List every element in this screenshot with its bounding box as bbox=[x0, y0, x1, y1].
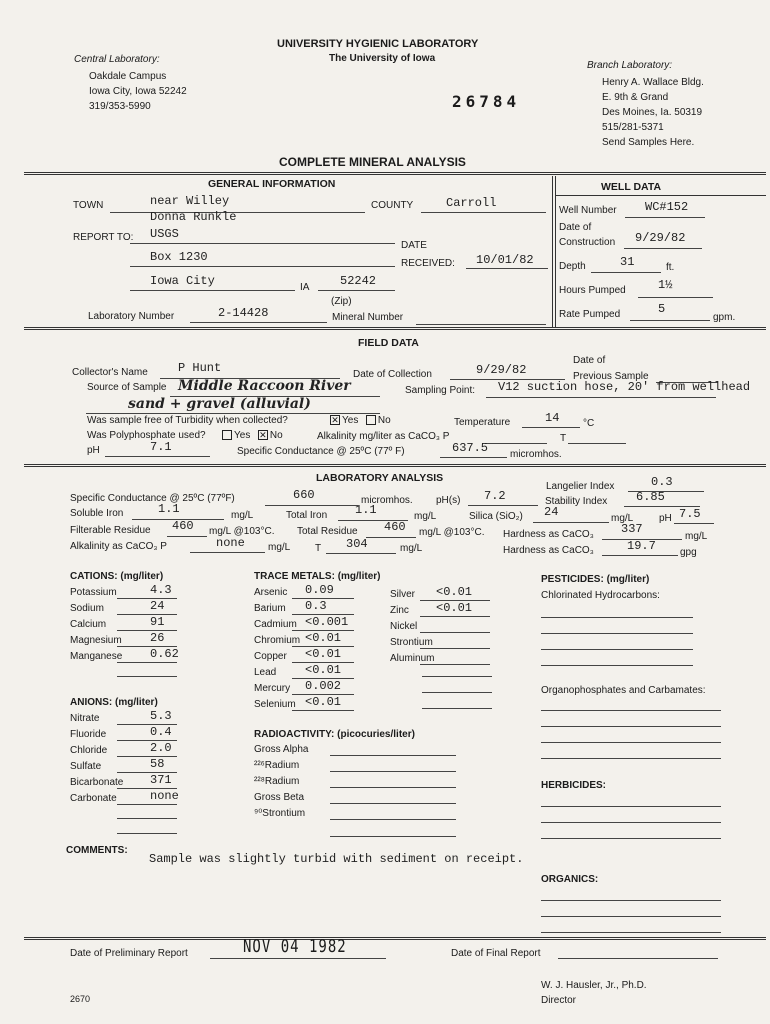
underline bbox=[330, 755, 456, 756]
underline bbox=[130, 266, 395, 267]
anion-4-label: Bicarbonate bbox=[70, 777, 124, 788]
anions-title: ANIONS: (mg/liter) bbox=[70, 697, 158, 708]
trace-right-1-label: Zinc bbox=[390, 605, 409, 616]
underline bbox=[486, 397, 716, 398]
underline bbox=[190, 552, 265, 553]
underline bbox=[420, 664, 490, 665]
total-iron-value: 1.1 bbox=[355, 503, 377, 517]
form-number: 2670 bbox=[70, 994, 91, 1004]
collector-label: Collector's Name bbox=[72, 367, 148, 378]
total-iron-label: Total Iron bbox=[286, 510, 328, 521]
report-to-name: Donna Runkle bbox=[150, 210, 237, 224]
depth-value: 31 bbox=[620, 255, 635, 269]
general-info-title: GENERAL INFORMATION bbox=[208, 178, 336, 190]
lab-analysis-title: LABORATORY ANALYSIS bbox=[316, 472, 444, 484]
temperature-unit: °C bbox=[583, 418, 595, 429]
serial-number: 26784 bbox=[452, 92, 521, 111]
underline bbox=[541, 665, 693, 666]
rate-pumped-label: Rate Pumped bbox=[559, 309, 621, 320]
trace-left-6-value: 0.002 bbox=[305, 679, 342, 693]
underline bbox=[541, 742, 721, 743]
trace-left-5-value: <0.01 bbox=[305, 663, 342, 677]
underline bbox=[602, 555, 678, 556]
depth-label: Depth bbox=[559, 261, 586, 272]
underline bbox=[674, 523, 714, 524]
trace-right-3-label: Strontium bbox=[390, 637, 433, 648]
state-label: IA bbox=[300, 282, 310, 293]
silica-unit: mg/L bbox=[611, 513, 634, 524]
collector-value: P Hunt bbox=[178, 361, 222, 375]
underline bbox=[366, 537, 416, 538]
underline bbox=[485, 443, 547, 444]
underline bbox=[117, 756, 177, 757]
lab-sc-value: 660 bbox=[293, 488, 315, 502]
hours-pumped-value: 1½ bbox=[658, 278, 673, 292]
trace-right-1-value: <0.01 bbox=[436, 601, 473, 615]
phs-label: pH(s) bbox=[436, 495, 461, 506]
underline bbox=[440, 457, 507, 458]
form-title: COMPLETE MINERAL ANALYSIS bbox=[279, 155, 466, 169]
trace-left-1-label: Barium bbox=[254, 603, 286, 614]
anion-3-value: 58 bbox=[150, 757, 165, 771]
underline bbox=[117, 833, 177, 834]
underline bbox=[568, 443, 626, 444]
underline bbox=[558, 958, 718, 959]
report-to-label: REPORT TO: bbox=[73, 232, 134, 243]
underline bbox=[117, 662, 177, 663]
underline bbox=[190, 322, 327, 323]
trace-left-7-label: Selenium bbox=[254, 699, 296, 710]
rate-unit: gpm. bbox=[713, 312, 736, 323]
underline bbox=[591, 272, 661, 273]
rate-pumped-value: 5 bbox=[658, 302, 666, 316]
chlorinated-label: Chlorinated Hydrocarbons: bbox=[541, 590, 660, 601]
received-label: RECEIVED: bbox=[401, 258, 455, 269]
underline bbox=[117, 676, 177, 677]
well-number-label: Well Number bbox=[559, 205, 617, 216]
temperature-label: Temperature bbox=[454, 417, 511, 428]
received-value: 10/01/82 bbox=[476, 253, 534, 267]
anion-3-label: Sulfate bbox=[70, 761, 102, 772]
underline bbox=[541, 617, 693, 618]
silica-value: 24 bbox=[544, 505, 559, 519]
underline bbox=[533, 522, 609, 523]
lab-ph-value: 7.5 bbox=[679, 507, 701, 521]
prev-sample-label-2: Previous Sample bbox=[573, 371, 649, 382]
phs-value: 7.2 bbox=[484, 489, 506, 503]
underline bbox=[167, 536, 207, 537]
well-data-title: WELL DATA bbox=[601, 181, 662, 193]
trace-right-4-label: Aluminum bbox=[390, 653, 435, 664]
zip-value: 52242 bbox=[340, 274, 377, 288]
underline bbox=[522, 427, 580, 428]
field-ph-value: 7.1 bbox=[150, 440, 172, 454]
underline bbox=[630, 320, 710, 321]
radioactivity-item-3: Gross Beta bbox=[254, 792, 305, 803]
divider bbox=[24, 464, 766, 467]
soluble-iron-value: 1.1 bbox=[158, 502, 180, 516]
underline bbox=[541, 900, 721, 901]
underline bbox=[624, 248, 702, 249]
stability-label: Stability Index bbox=[545, 496, 608, 507]
trace-left-5-label: Lead bbox=[254, 667, 277, 678]
trace-left-2-label: Cadmium bbox=[254, 619, 297, 630]
lab-alkalinity-label: Alkalinity as CaCO₃ P bbox=[70, 541, 167, 552]
underline bbox=[330, 787, 456, 788]
hours-pumped-label: Hours Pumped bbox=[559, 285, 626, 296]
anion-0-value: 5.3 bbox=[150, 709, 172, 723]
underline bbox=[117, 804, 177, 805]
hardness-mgl-label: Hardness as CaCO₃ bbox=[503, 529, 594, 540]
lab-ph-label: pH bbox=[659, 513, 672, 524]
anion-4-value: 371 bbox=[150, 773, 172, 787]
underline bbox=[420, 616, 490, 617]
hardness-gpg-label: Hardness as CaCO₃ bbox=[503, 545, 594, 556]
prelim-report-label: Date of Preliminary Report bbox=[70, 948, 188, 959]
trace-left-4-value: <0.01 bbox=[305, 647, 342, 661]
underline bbox=[541, 838, 721, 839]
field-data-title: FIELD DATA bbox=[358, 337, 419, 349]
underline bbox=[421, 212, 546, 213]
trace-left-2-value: <0.001 bbox=[305, 615, 349, 629]
anion-1-label: Fluoride bbox=[70, 729, 107, 740]
underline bbox=[86, 413, 380, 414]
underline bbox=[326, 553, 396, 554]
radioactivity-title: RADIOACTIVITY: (picocuries/liter) bbox=[254, 729, 415, 740]
underline bbox=[318, 290, 395, 291]
prev-sample-label-1: Date of bbox=[573, 355, 606, 366]
county-label: COUNTY bbox=[371, 200, 414, 211]
underline bbox=[117, 598, 177, 599]
underline bbox=[130, 290, 295, 291]
turbidity-question: Was sample free of Turbidity when collected? bbox=[87, 415, 288, 426]
polyphosphate-yes-checkbox[interactable] bbox=[222, 430, 232, 440]
comments-text: Sample was slightly turbid with sediment on receipt. bbox=[149, 852, 524, 866]
divider bbox=[555, 195, 766, 196]
date-collection-label: Date of Collection bbox=[353, 369, 432, 380]
langelier-value: 0.3 bbox=[651, 475, 673, 489]
organophosphates-label: Organophosphates and Carbamates: bbox=[541, 685, 706, 696]
underline bbox=[638, 297, 713, 298]
prelim-report-date: NOV 04 1982 bbox=[243, 937, 347, 957]
lab-number-value: 2-14428 bbox=[218, 306, 269, 320]
source-label: Source of Sample bbox=[87, 382, 167, 393]
depth-unit: ft. bbox=[666, 262, 675, 273]
filterable-residue-label: Filterable Residue bbox=[70, 525, 151, 536]
underline bbox=[330, 803, 456, 804]
cation-2-label: Calcium bbox=[70, 619, 107, 630]
filterable-residue-unit: mg/L @103°C. bbox=[209, 526, 275, 537]
well-box-border bbox=[555, 176, 556, 328]
underline bbox=[541, 649, 693, 650]
stability-value: 6.85 bbox=[636, 490, 665, 504]
anion-2-value: 2.0 bbox=[150, 741, 172, 755]
underline bbox=[422, 692, 492, 693]
underline bbox=[330, 819, 456, 820]
underline bbox=[541, 806, 721, 807]
cation-3-value: 26 bbox=[150, 631, 165, 645]
lab-alkalinity-t-unit: mg/L bbox=[400, 543, 423, 554]
construction-label-1: Date of bbox=[559, 222, 592, 233]
cation-4-value: 0.62 bbox=[150, 647, 179, 661]
underline bbox=[105, 456, 210, 457]
total-iron-unit: mg/L bbox=[414, 511, 437, 522]
underline bbox=[541, 710, 721, 711]
town-value: near Willey bbox=[150, 194, 230, 208]
lab-number-label: Laboratory Number bbox=[88, 311, 175, 322]
underline bbox=[117, 614, 177, 615]
signer-title: Director bbox=[541, 995, 577, 1006]
temperature-value: 14 bbox=[545, 411, 560, 425]
org-name: UNIVERSITY HYGIENIC LABORATORY bbox=[277, 38, 479, 50]
cation-0-label: Potassium bbox=[70, 587, 117, 598]
construction-value: 9/29/82 bbox=[635, 231, 686, 245]
underline bbox=[292, 710, 354, 711]
hardness-gpg-unit: gpg bbox=[680, 547, 697, 558]
total-residue-value: 460 bbox=[384, 520, 406, 534]
underline bbox=[117, 630, 177, 631]
branch-lab-address: Henry A. Wallace Bldg. E. 9th & Grand Des Moines, Ia. 50319 515/281-5371 Send Samples Here. bbox=[602, 77, 704, 148]
langelier-label: Langelier Index bbox=[546, 481, 615, 492]
turbidity-no-checkbox[interactable] bbox=[366, 415, 376, 425]
source-value-2: sand + gravel (alluvial) bbox=[128, 396, 311, 412]
radioactivity-item-2: ²²⁸Radium bbox=[254, 776, 300, 787]
well-number-value: WC#152 bbox=[645, 200, 689, 214]
underline bbox=[110, 212, 365, 213]
signer-name: W. J. Hausler, Jr., Ph.D. bbox=[541, 980, 647, 991]
underline bbox=[117, 818, 177, 819]
sampling-point-value: V12 suction hose, 20' from wellhead bbox=[498, 380, 751, 394]
final-report-label: Date of Final Report bbox=[451, 948, 541, 959]
soluble-iron-label: Soluble Iron bbox=[70, 508, 124, 519]
field-spec-cond-value: 637.5 bbox=[452, 441, 489, 455]
underline bbox=[541, 932, 721, 933]
lab-alkalinity-t-value: 304 bbox=[346, 537, 368, 551]
trace-right-0-value: <0.01 bbox=[436, 585, 473, 599]
trace-left-3-label: Chromium bbox=[254, 635, 301, 646]
underline bbox=[541, 726, 721, 727]
trace-left-0-value: 0.09 bbox=[305, 583, 334, 597]
turbidity-options: ✕ Yes No bbox=[331, 415, 391, 426]
trace-left-7-value: <0.01 bbox=[305, 695, 342, 709]
underline bbox=[625, 217, 705, 218]
central-lab-address: Oakdale Campus Iowa City, Iowa 52242 319/353-5990 bbox=[89, 71, 187, 112]
lab-alkalinity-t-label: T bbox=[315, 543, 322, 554]
underline bbox=[330, 771, 456, 772]
cation-0-value: 4.3 bbox=[150, 583, 172, 597]
report-to-org: USGS bbox=[150, 227, 179, 241]
radioactivity-item-4: ⁹⁰Strontium bbox=[254, 808, 306, 819]
trace-left-3-value: <0.01 bbox=[305, 631, 342, 645]
silica-label: Silica (SiO₂) bbox=[469, 511, 523, 522]
filterable-residue-value: 460 bbox=[172, 519, 194, 533]
zip-label: (Zip) bbox=[331, 296, 352, 307]
lab-sc-label: Specific Conductance @ 25ºC (77ºF) bbox=[70, 493, 235, 504]
branch-lab-title: Branch Laboratory: bbox=[587, 60, 673, 71]
field-spec-cond-unit: micromhos. bbox=[510, 449, 562, 460]
underline bbox=[420, 648, 490, 649]
underline bbox=[541, 758, 721, 759]
total-residue-label: Total Residue bbox=[297, 526, 358, 537]
field-alkalinity-label: Alkalinity mg/liter as CaCO₃ P bbox=[317, 431, 450, 442]
organics-title: ORGANICS: bbox=[541, 874, 599, 885]
underline bbox=[468, 505, 538, 506]
radioactivity-item-1: ²²⁶Radium bbox=[254, 760, 300, 771]
lab-sc-unit: micromhos. bbox=[361, 495, 413, 506]
underline bbox=[541, 633, 693, 634]
anion-0-label: Nitrate bbox=[70, 713, 100, 724]
trace-right-0-label: Silver bbox=[390, 589, 416, 600]
hardness-gpg-value: 19.7 bbox=[627, 539, 656, 553]
report-to-city: Iowa City bbox=[150, 274, 215, 288]
hardness-mgl-value: 337 bbox=[621, 522, 643, 536]
anion-2-label: Chloride bbox=[70, 745, 108, 756]
soluble-iron-unit: mg/L bbox=[231, 510, 254, 521]
date-collection-value: 9/29/82 bbox=[476, 363, 527, 377]
field-ph-label: pH bbox=[87, 445, 100, 456]
trace-left-4-label: Copper bbox=[254, 651, 287, 662]
cations-title: CATIONS: (mg/liter) bbox=[70, 571, 164, 582]
trace-left-1-value: 0.3 bbox=[305, 599, 327, 613]
report-to-box: Box 1230 bbox=[150, 250, 208, 264]
underline bbox=[416, 324, 546, 325]
divider bbox=[24, 327, 766, 330]
radioactivity-item-0: Gross Alpha bbox=[254, 744, 309, 755]
source-value-1: Middle Raccoon River bbox=[178, 378, 351, 394]
herbicides-title: HERBICIDES: bbox=[541, 780, 607, 791]
field-alkalinity-t-label: T bbox=[560, 433, 567, 444]
date-label: DATE bbox=[401, 240, 427, 251]
underline bbox=[422, 676, 492, 677]
underline bbox=[466, 268, 548, 269]
divider bbox=[24, 937, 766, 940]
pesticides-title: PESTICIDES: (mg/liter) bbox=[541, 574, 650, 585]
trace-metals-title: TRACE METALS: (mg/liter) bbox=[254, 571, 381, 582]
polyphosphate-question: Was Polyphosphate used? bbox=[87, 430, 206, 441]
trace-right-2-label: Nickel bbox=[390, 621, 418, 632]
underline bbox=[130, 243, 395, 244]
polyphosphate-options: Yes ✕ No bbox=[220, 430, 283, 441]
town-label: TOWN bbox=[73, 200, 104, 211]
underline bbox=[541, 916, 721, 917]
cation-1-label: Sodium bbox=[70, 603, 104, 614]
divider bbox=[24, 172, 766, 175]
underline bbox=[422, 708, 492, 709]
org-subname: The University of Iowa bbox=[329, 53, 436, 64]
cation-1-value: 24 bbox=[150, 599, 165, 613]
mineral-number-label: Mineral Number bbox=[332, 312, 404, 323]
lab-alkalinity-p-value: none bbox=[216, 536, 245, 550]
underline bbox=[420, 632, 490, 633]
polyphosphate-no-checkbox[interactable]: ✕ bbox=[259, 430, 267, 441]
underline bbox=[330, 836, 456, 837]
sampling-point-label: Sampling Point: bbox=[405, 385, 476, 396]
county-value: Carroll bbox=[446, 196, 497, 210]
trace-left-6-label: Mercury bbox=[254, 683, 291, 694]
field-spec-cond-label: Specific Conductance @ 25ºC (77º F) bbox=[237, 446, 405, 457]
cation-4-label: Manganese bbox=[70, 651, 123, 662]
underline bbox=[210, 958, 386, 959]
anion-1-value: 0.4 bbox=[150, 725, 172, 739]
hardness-mgl-unit: mg/L bbox=[685, 531, 708, 542]
anion-5-value: none bbox=[150, 789, 179, 803]
cation-3-label: Magnesium bbox=[70, 635, 122, 646]
turbidity-yes-checkbox[interactable]: ✕ bbox=[331, 415, 339, 426]
comments-label: COMMENTS: bbox=[66, 845, 128, 856]
total-residue-unit: mg/L @103°C. bbox=[419, 527, 485, 538]
well-box-border bbox=[552, 176, 553, 328]
construction-label-2: Construction bbox=[559, 237, 616, 248]
anion-5-label: Carbonate bbox=[70, 793, 117, 804]
lab-alkalinity-p-unit: mg/L bbox=[268, 542, 291, 553]
underline bbox=[541, 822, 721, 823]
central-lab-title: Central Laboratory: bbox=[74, 54, 160, 65]
underline bbox=[265, 505, 358, 506]
trace-left-0-label: Arsenic bbox=[254, 587, 288, 598]
cation-2-value: 91 bbox=[150, 615, 165, 629]
